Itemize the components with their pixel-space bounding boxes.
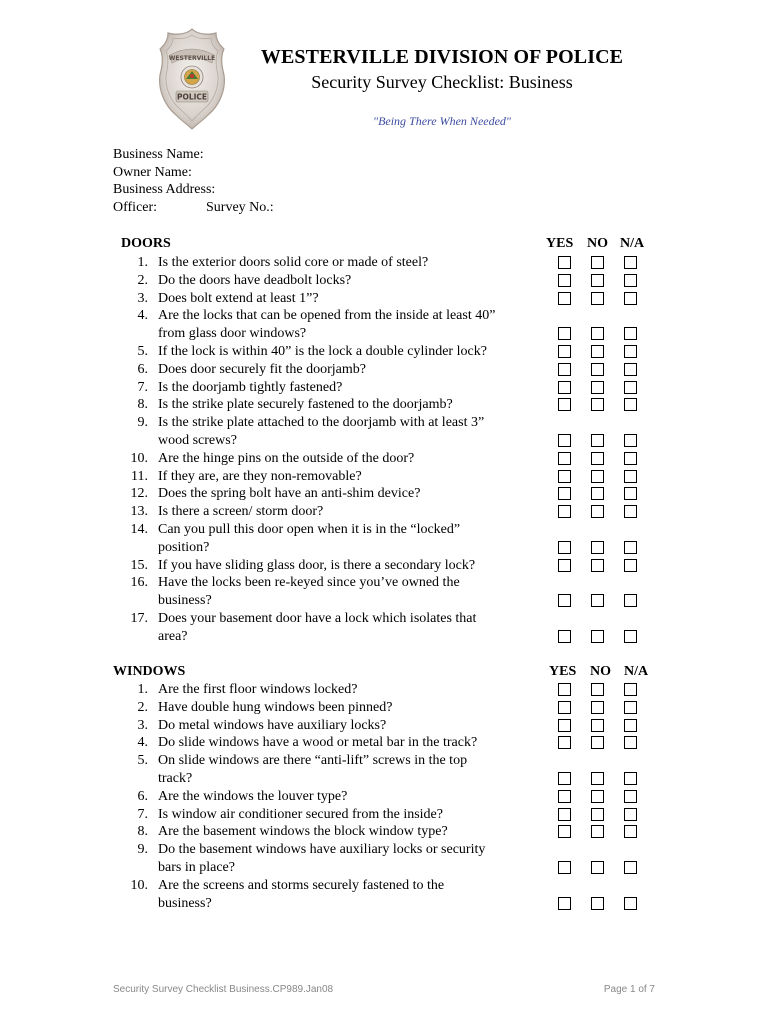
checkbox-no[interactable] <box>591 808 604 821</box>
checkbox-na[interactable] <box>624 274 637 287</box>
svg-text:WESTERVILLE: WESTERVILLE <box>168 55 216 62</box>
question-line: bars in place? <box>158 859 235 875</box>
checklist-item <box>112 557 532 575</box>
survey-no-label: Survey No.: <box>206 199 274 215</box>
column-header-na: N/A <box>620 236 645 251</box>
question-line: Do the basement windows have auxiliary locks or security <box>158 842 486 858</box>
checkbox-no[interactable] <box>591 274 604 287</box>
question-line: On slide windows are there “anti-lift” screws in the top <box>158 753 468 769</box>
checklist-item <box>112 414 532 450</box>
checkbox-na[interactable] <box>624 559 637 572</box>
checkbox-na[interactable] <box>624 505 637 518</box>
checklist-item <box>112 450 532 468</box>
section-title-windows: WINDOWS <box>113 664 186 679</box>
question-line: Are the screens and storms securely fastened to the <box>158 877 445 893</box>
motto: "Being There When Needed" <box>373 114 511 128</box>
question-line: Have the locks been re-keyed since you’ve owned the <box>158 575 460 591</box>
item-question <box>158 699 538 717</box>
item-number: 15. <box>130 557 148 573</box>
checkbox-na[interactable] <box>624 594 637 607</box>
checkbox-yes[interactable] <box>558 487 571 500</box>
question-line: Have double hung windows been pinned? <box>158 699 393 715</box>
question-line: Is the exterior doors solid core or made of steel? <box>158 255 429 270</box>
checkbox-yes[interactable] <box>558 701 571 714</box>
column-header-no: NO <box>590 664 611 679</box>
checkbox-yes[interactable] <box>558 292 571 305</box>
column-header-yes: YES <box>546 236 574 251</box>
checklist-item <box>112 521 532 557</box>
checkbox-na[interactable] <box>624 434 637 447</box>
checkbox-no[interactable] <box>591 381 604 394</box>
checkbox-no[interactable] <box>591 630 604 643</box>
checklist-item <box>112 307 532 343</box>
question-line: Are the basement windows the block window type? <box>158 824 448 840</box>
item-question <box>158 450 538 468</box>
checkbox-yes[interactable] <box>558 594 571 607</box>
item-question <box>158 361 538 379</box>
question-line: wood screws? <box>158 432 237 448</box>
owner-name-label: Owner Name: <box>113 164 192 180</box>
item-number: 2. <box>137 699 148 715</box>
checkbox-yes[interactable] <box>558 559 571 572</box>
item-number: 10. <box>130 877 148 893</box>
checkbox-no[interactable] <box>591 398 604 411</box>
checkbox-yes[interactable] <box>558 630 571 643</box>
question-line: Does door securely fit the doorjamb? <box>158 361 366 377</box>
item-number: 17. <box>130 611 148 626</box>
item-number: 5. <box>137 344 148 359</box>
checklist-item <box>112 485 532 503</box>
checkbox-yes[interactable] <box>558 825 571 838</box>
item-number: 8. <box>137 397 148 413</box>
footer-doc-id: Security Survey Checklist Business.CP989.Jan08 <box>113 984 334 995</box>
checklist-item <box>112 503 532 521</box>
checkbox-yes[interactable] <box>558 505 571 518</box>
checkbox-na[interactable] <box>624 398 637 411</box>
question-line: business? <box>158 593 212 609</box>
column-header-na: N/A <box>624 664 649 679</box>
checkbox-no[interactable] <box>591 256 604 269</box>
checkbox-na[interactable] <box>624 701 637 714</box>
checkbox-na[interactable] <box>624 825 637 838</box>
checkbox-na[interactable] <box>624 292 637 305</box>
question-line: Do metal windows have auxiliary locks? <box>158 717 387 733</box>
police-badge-icon <box>156 27 228 131</box>
checkbox-no[interactable] <box>591 292 604 305</box>
checklist-item <box>112 734 532 752</box>
checkbox-yes[interactable] <box>558 861 571 874</box>
checkbox-no[interactable] <box>591 363 604 376</box>
item-number: 13. <box>130 504 148 520</box>
checkbox-na[interactable] <box>624 487 637 500</box>
checkbox-na[interactable] <box>624 790 637 803</box>
checkbox-yes[interactable] <box>558 398 571 411</box>
checklist-item <box>112 877 532 913</box>
question-line: Is the strike plate securely fastened to the doorjamb? <box>158 397 453 413</box>
checkbox-no[interactable] <box>591 719 604 732</box>
item-number: 11. <box>131 468 148 484</box>
item-number: 2. <box>137 272 148 288</box>
checkbox-no[interactable] <box>591 772 604 785</box>
page-title: WESTERVILLE DIVISION OF POLICE <box>260 46 624 68</box>
checkbox-na[interactable] <box>624 861 637 874</box>
officer-label: Officer: <box>113 199 158 215</box>
checkbox-yes[interactable] <box>558 345 571 358</box>
question-line: track? <box>158 770 193 786</box>
item-question <box>158 396 538 414</box>
question-line: Does the spring bolt have an anti-shim device? <box>158 486 421 502</box>
checkbox-yes[interactable] <box>558 381 571 394</box>
checkbox-na[interactable] <box>624 470 637 483</box>
item-number: 16. <box>130 575 148 591</box>
checkbox-yes[interactable] <box>558 719 571 732</box>
question-line: Is the strike plate attached to the doorjamb with at least 3” <box>158 415 485 431</box>
checklist-item <box>112 468 532 486</box>
item-number: 10. <box>130 450 148 466</box>
checkbox-yes[interactable] <box>558 256 571 269</box>
question-line: area? <box>158 628 188 644</box>
item-number: 4. <box>137 735 148 751</box>
checkbox-yes[interactable] <box>558 541 571 554</box>
checkbox-no[interactable] <box>591 345 604 358</box>
footer-page-number: Page 1 of 7 <box>603 984 655 995</box>
checkbox-na[interactable] <box>624 719 637 732</box>
checkbox-yes[interactable] <box>558 808 571 821</box>
item-number: 3. <box>137 290 148 306</box>
item-number: 9. <box>137 842 148 858</box>
question-line: Is there a screen/ storm door? <box>158 504 324 520</box>
item-question <box>158 877 538 913</box>
checkbox-na[interactable] <box>624 808 637 821</box>
item-number: 8. <box>137 824 148 840</box>
question-line: If the lock is within 40” is the lock a double cylinder lock? <box>158 344 487 359</box>
item-question <box>158 574 538 610</box>
checkbox-no[interactable] <box>591 861 604 874</box>
item-number: 7. <box>137 806 148 822</box>
page-subtitle: Security Survey Checklist: Business <box>311 72 573 92</box>
checklist-item <box>112 806 532 824</box>
checkbox-yes[interactable] <box>558 274 571 287</box>
item-number: 12. <box>130 486 148 502</box>
item-question <box>158 610 538 646</box>
checkbox-no[interactable] <box>591 594 604 607</box>
checklist-item <box>112 788 532 806</box>
checkbox-na[interactable] <box>624 630 637 643</box>
business-address-label: Business Address: <box>113 182 216 197</box>
checkbox-yes[interactable] <box>558 772 571 785</box>
checkbox-no[interactable] <box>591 452 604 465</box>
checkbox-no[interactable] <box>591 327 604 340</box>
checkbox-no[interactable] <box>591 559 604 572</box>
checkbox-no[interactable] <box>591 736 604 749</box>
question-line: Does your basement door have a lock which isolates that <box>158 611 477 626</box>
question-line: position? <box>158 539 210 555</box>
checklist-item <box>112 841 532 877</box>
checklist-item <box>112 361 532 379</box>
checklist-item <box>112 717 532 735</box>
question-line: Does bolt extend at least 1”? <box>158 290 319 306</box>
question-line: Are the hinge pins on the outside of the door? <box>158 450 415 466</box>
item-number: 3. <box>137 717 148 733</box>
checkbox-no[interactable] <box>591 434 604 447</box>
checkbox-na[interactable] <box>624 452 637 465</box>
item-question <box>158 752 538 788</box>
item-question <box>158 806 538 824</box>
checkbox-no[interactable] <box>591 505 604 518</box>
item-question <box>158 503 538 521</box>
item-question <box>158 717 538 735</box>
checkbox-no[interactable] <box>591 541 604 554</box>
item-number: 14. <box>130 522 148 537</box>
item-number: 1. <box>137 255 148 270</box>
item-number: 6. <box>137 788 148 804</box>
column-header-no: NO <box>587 236 608 251</box>
question-line: Is window air conditioner secured from the inside? <box>158 806 443 822</box>
item-number: 1. <box>137 682 148 697</box>
checklist-item <box>112 823 532 841</box>
checkbox-na[interactable] <box>624 381 637 394</box>
checkbox-yes[interactable] <box>558 363 571 376</box>
business-info <box>113 146 274 216</box>
question-line: If you have sliding glass door, is there a secondary lock? <box>158 557 476 573</box>
item-question <box>158 823 538 841</box>
item-question <box>158 841 538 877</box>
question-line: Are the first floor windows locked? <box>158 682 358 697</box>
checklist-item <box>112 272 532 290</box>
checkbox-no[interactable] <box>591 487 604 500</box>
item-question <box>158 254 538 272</box>
checkbox-yes[interactable] <box>558 470 571 483</box>
checkbox-no[interactable] <box>591 790 604 803</box>
question-line: Are the locks that can be opened from the inside at least 40” <box>158 308 496 324</box>
column-header-yes: YES <box>549 664 577 679</box>
section-title-doors: DOORS <box>121 236 171 251</box>
svg-text:POLICE: POLICE <box>176 92 208 102</box>
question-line: business? <box>158 895 212 911</box>
item-number: 5. <box>137 753 148 769</box>
question-line: Is the doorjamb tightly fastened? <box>158 379 343 395</box>
item-number: 6. <box>137 361 148 377</box>
checklist-item <box>112 574 532 610</box>
item-question <box>158 557 538 575</box>
question-line: Do slide windows have a wood or metal bar in the track? <box>158 735 478 751</box>
checkbox-na[interactable] <box>624 897 637 910</box>
checklist-item <box>112 290 532 308</box>
question-line: Do the doors have deadbolt locks? <box>158 272 352 288</box>
checkbox-na[interactable] <box>624 541 637 554</box>
checklist-item <box>112 610 532 646</box>
question-line: If they are, are they non-removable? <box>158 468 362 484</box>
business-name-label: Business Name: <box>113 147 204 162</box>
item-question <box>158 307 538 343</box>
checkbox-yes[interactable] <box>558 683 571 696</box>
checkbox-no[interactable] <box>591 470 604 483</box>
checklist-item <box>112 396 532 414</box>
checkbox-yes[interactable] <box>558 736 571 749</box>
checkbox-yes[interactable] <box>558 897 571 910</box>
item-question <box>158 734 538 752</box>
checklist-item <box>112 681 532 699</box>
item-question <box>158 272 538 290</box>
checkbox-yes[interactable] <box>558 452 571 465</box>
checklist-item <box>112 343 532 361</box>
checklist-item <box>112 379 532 397</box>
question-line: from glass door windows? <box>158 326 307 342</box>
item-question <box>158 414 538 450</box>
checkbox-na[interactable] <box>624 736 637 749</box>
checkbox-no[interactable] <box>591 897 604 910</box>
item-question <box>158 485 538 503</box>
item-number: 9. <box>137 415 148 431</box>
checkbox-na[interactable] <box>624 327 637 340</box>
checklist-item <box>112 254 532 272</box>
item-number: 4. <box>137 308 148 324</box>
checkbox-yes[interactable] <box>558 434 571 447</box>
item-question <box>158 788 538 806</box>
checkbox-yes[interactable] <box>558 327 571 340</box>
question-line: Are the windows the louver type? <box>158 788 348 804</box>
question-line: Can you pull this door open when it is in the “locked” <box>158 522 461 537</box>
item-question <box>158 681 538 699</box>
checkbox-na[interactable] <box>624 256 637 269</box>
checkbox-na[interactable] <box>624 683 637 696</box>
item-question <box>158 379 538 397</box>
checkbox-yes[interactable] <box>558 790 571 803</box>
item-question <box>158 343 538 361</box>
item-number: 7. <box>137 379 148 395</box>
checklist-item <box>112 699 532 717</box>
item-question <box>158 521 538 557</box>
checklist-item <box>112 752 532 788</box>
checkbox-no[interactable] <box>591 683 604 696</box>
checkbox-na[interactable] <box>624 363 637 376</box>
item-question <box>158 468 538 486</box>
checkbox-na[interactable] <box>624 772 637 785</box>
checkbox-no[interactable] <box>591 825 604 838</box>
item-question <box>158 290 538 308</box>
checkbox-na[interactable] <box>624 345 637 358</box>
checkbox-no[interactable] <box>591 701 604 714</box>
